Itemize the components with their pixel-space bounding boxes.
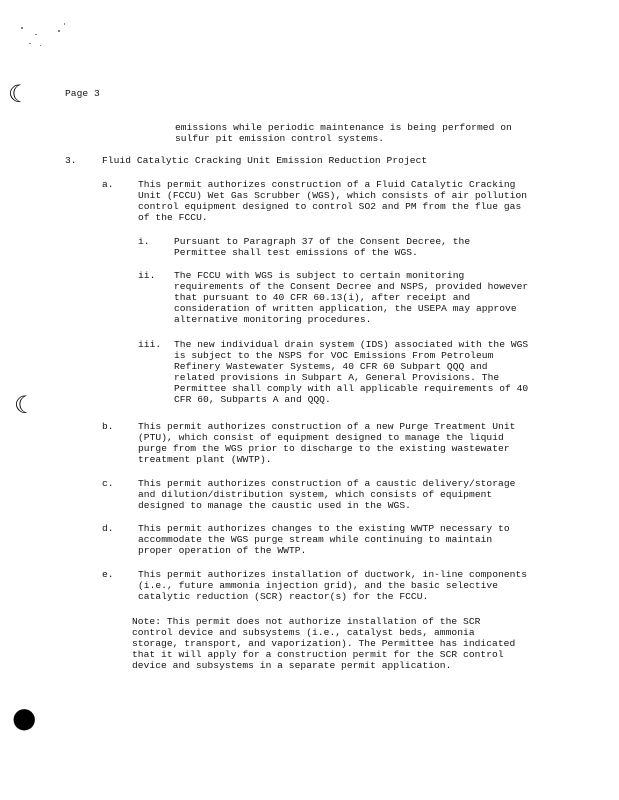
item-d-letter: d. — [102, 523, 114, 534]
item-b-letter: b. — [102, 421, 114, 432]
section-number: 3. — [65, 155, 77, 166]
item-c-text: This permit authorizes construction of a caustic delivery/storage and dilution/distribution system, which consists of equipment designed to manage the caustic used in the WGS. — [138, 478, 516, 511]
subitem-i-numeral: i. — [138, 236, 150, 247]
item-b-text: This permit authorizes construction of a new Purge Treatment Unit (PTU), which consist of equipment designed to manage the liquid purge from the WGS prior to discharge to the existing wastewater treatment plant (WWTP). — [138, 421, 516, 465]
item-a-text: This permit authorizes construction of a Fluid Catalytic Cracking Unit (FCCU) Wet Gas Scrubber (WGS), which consists of air pollution control equipment designed to control SO2 and PM from the flue gas of the FCCU. — [138, 179, 528, 223]
item-e-letter: e. — [102, 569, 114, 580]
item-c-letter: c. — [102, 478, 114, 489]
subitem-ii-text: The FCCU with WGS is subject to certain monitoring requirements of the Consent Decree and NSPS, provided however that pursuant to 40 CFR 60.13(i), after receipt and consideration of written application, the USEPA may approve alternative monitoring procedures. — [174, 270, 529, 325]
item-d-text: This permit authorizes changes to the existing WWTP necessary to accommodate the WGS purge stream while continuing to maintain proper operation of the WWTP. — [138, 523, 510, 556]
subitem-iii-text: The new individual drain system (IDS) associated with the WGS is subject to the NSPS for VOC Emissions From Petroleum Refinery Wastewater Systems, 40 CFR 60 Subpart QQQ and related provisions in Subpart A, General Provisions. The Permittee shall comply with all applicable requirements of 40 CFR 60, Subparts A and QQQ. — [174, 339, 529, 405]
item-a-letter: a. — [102, 179, 114, 190]
scan-speck — [21, 27, 23, 29]
scan-speck — [35, 34, 37, 35]
scan-speck — [40, 45, 41, 46]
subitem-i-text: Pursuant to Paragraph 37 of the Consent Decree, the Permittee shall test emissions of the WGS. — [174, 236, 471, 258]
subitem-iii-numeral: iii. — [138, 339, 162, 350]
continuation-paragraph: emissions while periodic maintenance is being performed on sulfur pit emission control systems. — [175, 122, 512, 144]
punch-hole-mark-middle: ☾ — [14, 391, 36, 419]
punch-hole-mark-top: ☾ — [8, 80, 30, 108]
item-e-text: This permit authorizes installation of ductwork, in-line components (i.e., future ammonia injection grid), and the basic selective catalytic reduction (SCR) reactor(s) for the FCCU. — [138, 569, 528, 602]
item-e-note: Note: This permit does not authorize installation of the SCR control device and subsystems (i.e., catalyst beds, ammonia storage, transport, and vaporization). The Permittee has indicated that it will apply for a construction permit for the SCR control device and subsystems in a separate permit application. — [132, 616, 516, 671]
page-label: Page 3 — [65, 88, 100, 99]
section-title: Fluid Catalytic Cracking Unit Emission Reduction Project — [102, 155, 428, 166]
scan-speck — [64, 23, 65, 25]
subitem-ii-numeral: ii. — [138, 270, 156, 281]
scan-speck — [58, 30, 60, 32]
punch-hole-mark-bottom: ● — [12, 701, 37, 734]
scan-speck — [29, 43, 31, 44]
